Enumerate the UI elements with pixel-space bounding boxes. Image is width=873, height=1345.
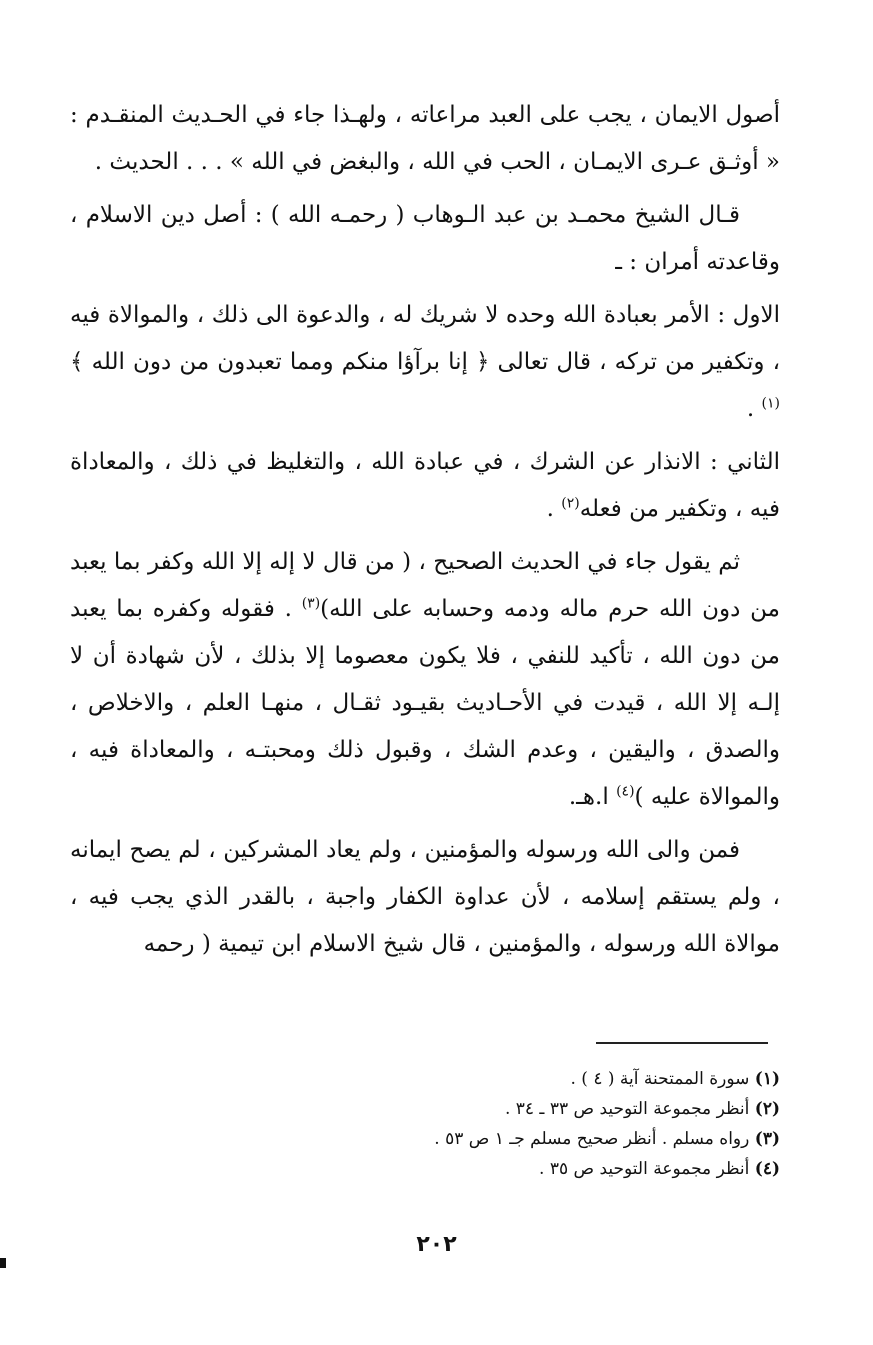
footnote-number: (٢) <box>754 1099 780 1119</box>
footnote-ref-4: (٤) <box>616 783 635 800</box>
paragraph-2: قـال الشيخ محمـد بن عبد الـوهاب ( رحمـه الله ) : أصل دين الاسلام ، وقاعدته أمران : ـ <box>70 202 780 275</box>
paragraph-3 <box>70 292 780 433</box>
paragraph-4 <box>70 439 780 533</box>
paragraph-5-text-b: . فقوله وكفره بما يعبد من دون الله ، تأكيد للنفي ، فلا يكون معصوما إلا بذلك ، لأن شهادة أن لا إلـه إلا الله ، قيدت في الأحـاديث بقيـود ثقـال ، منهـا العلم ، والاخلاص ، والصدق ، واليقين ، وعدم الشك ، وقبول ذلك ومحبتـه ، والمعاداة فيه ، والموالاة عليه ) <box>70 596 780 810</box>
footnote-ref-3: (٣) <box>301 595 321 612</box>
footnote-text: رواه مسلم . أنظر صحيح مسلم جـ ١ ص ٥٣ . <box>434 1129 750 1149</box>
paragraph-6: فمن والى الله ورسوله والمؤمنين ، ولم يعاد المشركين ، لم يصح ايمانه ، ولم يستقم إسلامه ، لأن عداوة الكفار واجبة ، بالقدر الذي يجب فيه ، موالاة الله ورسوله ، والمؤمنين ، قال شيخ الاسلام ابن تيمية ( رحمه <box>70 837 780 957</box>
paragraph-4-text: الثاني : الانذار عن الشرك ، في عبادة الله ، والتغليظ في ذلك ، والمعاداة فيه ، وتكفير من فعله <box>70 449 780 522</box>
page-body <box>70 92 780 974</box>
paragraph-4-end: . <box>546 496 562 522</box>
page-number: ٢٠٢ <box>416 1232 457 1257</box>
paragraph-1: أصول الايمان ، يجب على العبد مراعاته ، ولهـذا جاء في الحـديث المنقـدم : « أوثـق عـرى الايمـان ، الحب في الله ، والبغض في الله » . . . الحديث . <box>70 102 780 175</box>
footnote-2 <box>300 1094 780 1124</box>
paragraph-5 <box>70 539 780 821</box>
footnote-text: أنظر مجموعة التوحيد ص ٣٥ . <box>539 1159 750 1179</box>
footnote-1 <box>300 1064 780 1094</box>
footnotes <box>300 1064 780 1184</box>
footnote-number: (٤) <box>754 1159 780 1179</box>
paragraph-5-text-a: ثم يقول جاء في الحديث الصحيح ، ( من قال لا إله إلا الله وكفر بما يعبد من دون الله حرم ماله ودمه وحسابه على الله) <box>70 549 780 622</box>
footnote-3 <box>300 1124 780 1154</box>
footnote-text: سورة الممتحنة آية ( ٤ ) . <box>570 1069 750 1089</box>
scan-mark <box>0 1258 6 1268</box>
footnote-ref-2: (٢) <box>561 495 580 512</box>
footnote-separator <box>596 1042 768 1044</box>
footnote-ref-1: (١) <box>761 395 780 412</box>
footnote-text: أنظر مجموعة التوحيد ص ٣٣ ـ ٣٤ . <box>504 1099 750 1119</box>
paragraph-5-end: ا.هـ. <box>568 784 617 810</box>
paragraph-3-text: الاول : الأمر بعبادة الله وحده لا شريك له ، والدعوة الى ذلك ، والموالاة فيه ، وتكفير من تركه ، قال تعالى ﴿ إنا برآؤا منكم ومما تعبدون من دون الله ﴾ <box>70 302 780 375</box>
footnote-number: (١) <box>754 1069 780 1089</box>
footnote-4 <box>300 1154 780 1184</box>
paragraph-3-end: . <box>746 396 762 422</box>
footnote-number: (٣) <box>754 1129 780 1149</box>
